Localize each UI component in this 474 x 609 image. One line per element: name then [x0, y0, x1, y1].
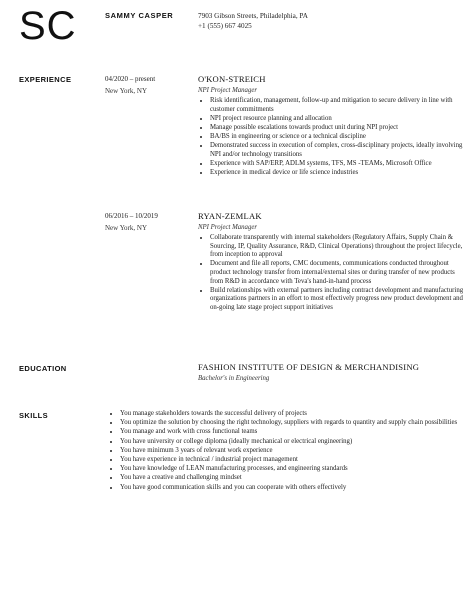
list-item: • You have minimum 3 years of relevant work experience — [120, 447, 465, 456]
education-heading: EDUCATION — [19, 364, 67, 373]
job-company: O'KON-STREICH — [198, 74, 266, 84]
list-item: • You manage and work with cross functional teams — [120, 428, 465, 437]
job-role: NPI Project Manager — [198, 87, 258, 94]
job-company: RYAN-ZEMLAK — [198, 211, 262, 221]
list-item: • Manage possible escalations towards product unit during NPI project — [210, 124, 468, 133]
address: 7903 Gibson Streets, Philadelphia, PA — [198, 12, 308, 20]
list-item: • You manage stakeholders towards the successful delivery of projects — [120, 410, 465, 419]
contact-info — [198, 11, 308, 31]
list-item: • Experience with SAP/ERP, ADLM systems, TFS, MS -TEAMs, Microsoft Office — [210, 160, 468, 169]
monogram: SC — [19, 4, 77, 48]
list-item: • Document and file all reports, CMC documents, communications conducted throughout product technology transfer from internal/external sites or during transfer of new products from R&D in accordance with Teva's hand-in-hand process — [210, 260, 468, 286]
list-item: • You have experience in technical / industrial project management — [120, 456, 465, 465]
list-item: • Experience in medical device or life science industries — [210, 169, 468, 178]
job-role: NPI Project Manager — [198, 224, 258, 231]
skills-heading: SKILLS — [19, 411, 49, 420]
list-item: • BA/BS in engineering or science or a technical discipline — [210, 133, 468, 142]
job-dates: 04/2020 – present — [105, 75, 156, 83]
list-item: • Risk identification, management, follow-up and mitigation to secure delivery in line with customer commitments — [210, 97, 468, 114]
job-location: New York, NY — [105, 87, 148, 95]
list-item: • Collaborate transparently with internal stakeholders (Regulatory Affairs, Supply Chain & Sourcing, IP, Quality Assurance, R&D, Clinical Operations) throughout the project lifecycle, from inception to approval — [210, 234, 468, 260]
list-item: • You have university or college diploma (ideally mechanical or electrical engineering) — [120, 438, 465, 447]
list-item: • You have a creative and challenging mindset — [120, 474, 465, 483]
phone: +1 (555) 667 4025 — [198, 22, 252, 30]
job-location: New York, NY — [105, 224, 148, 232]
job-dates: 06/2016 – 10/2019 — [105, 212, 158, 220]
list-item: • You optimize the solution by choosing the right technology, suppliers with regards to quantity and supply chain possibilities — [120, 419, 465, 428]
list-item: • You have knowledge of LEAN manufacturing processes, and engineering standards — [120, 465, 465, 474]
degree: Bachelor's in Engineering — [198, 375, 270, 382]
school-name: FASHION INSTITUTE OF DESIGN & MERCHANDISING — [198, 362, 420, 372]
job-bullets — [200, 97, 468, 179]
candidate-name: SAMMY CASPER — [105, 11, 174, 20]
list-item: • Build relationships with external partners including contract development and manufacturing organizations partners in an effort to most effectively progress new product development and on-going late stage project support initiatives — [210, 287, 468, 313]
list-item: • NPI project resource planning and allocation — [210, 115, 468, 124]
experience-heading: EXPERIENCE — [19, 75, 72, 84]
skills-list — [110, 410, 465, 493]
list-item: • Demonstrated success in execution of complex, cross-disciplinary projects, ideally involving NPI and/or technology transitions — [210, 142, 468, 159]
job-bullets — [200, 234, 468, 313]
list-item: • You have good communication skills and you can cooperate with others effectively — [120, 484, 465, 493]
